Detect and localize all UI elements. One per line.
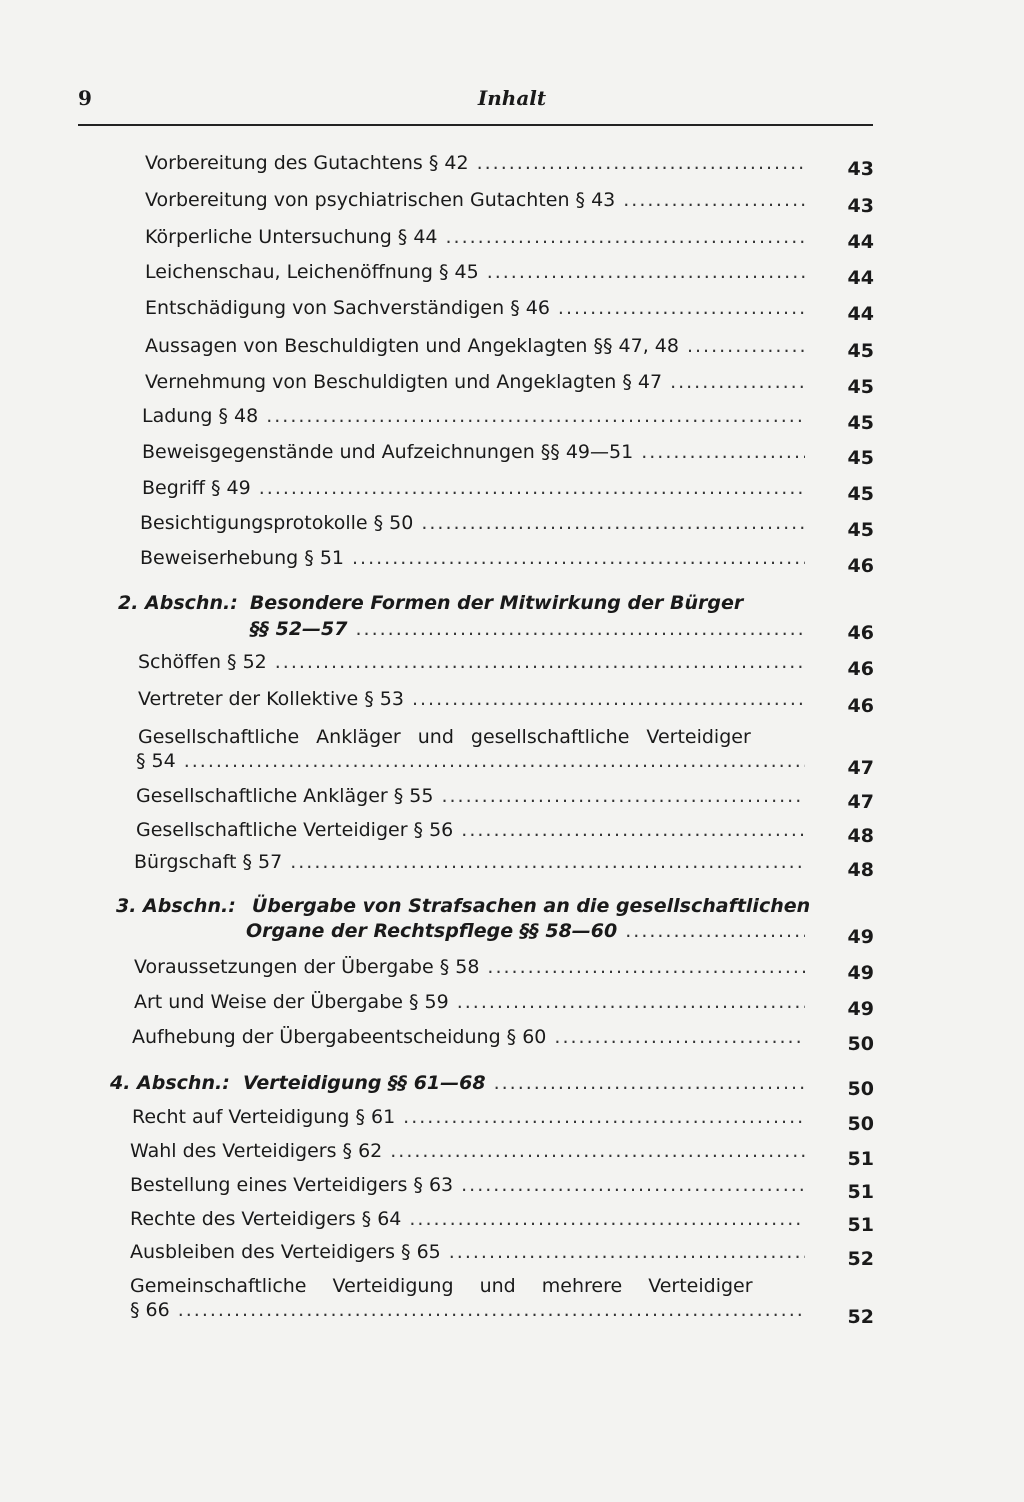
toc-page-number: 46 bbox=[847, 695, 874, 717]
toc-page-number: 46 bbox=[847, 658, 874, 680]
toc-page-number: 47 bbox=[847, 791, 874, 813]
toc-entry: Vernehmung von Beschuldigten und Angeklagten § 47 ..... bbox=[145, 371, 805, 393]
toc-page-number: 44 bbox=[847, 303, 874, 325]
toc-entry: Gesellschaftliche Ankläger § 55 ..... bbox=[136, 785, 805, 807]
toc-page-number: 45 bbox=[847, 376, 874, 398]
toc-page-number: 46 bbox=[847, 622, 874, 644]
toc-page-number: 45 bbox=[847, 483, 874, 505]
toc-entry: Recht auf Verteidigung § 61 ..... bbox=[132, 1106, 805, 1128]
section-heading bbox=[118, 592, 806, 614]
toc-entry: Bürgschaft § 57 ..... bbox=[134, 851, 805, 873]
toc-page-number: 51 bbox=[847, 1148, 874, 1170]
toc-page-number: 50 bbox=[847, 1033, 874, 1055]
toc-entry: Aussagen von Beschuldigten und Angeklagten §§ 47, 48 ..... bbox=[145, 335, 805, 357]
toc-entry-continuation: § 54 ..... bbox=[136, 750, 805, 772]
toc-page-number: 46 bbox=[847, 555, 874, 577]
toc-entry: Bestellung eines Verteidigers § 63 ..... bbox=[130, 1174, 805, 1196]
toc-entry: Besichtigungsprotokolle § 50 ..... bbox=[140, 512, 805, 534]
toc-entry: Ladung § 48 ..... bbox=[142, 405, 805, 427]
toc-page-number: 43 bbox=[847, 195, 874, 217]
toc-entry: Entschädigung von Sachverständigen § 46 ..... bbox=[145, 297, 805, 319]
section-label: 4. Abschn.: bbox=[110, 1072, 230, 1094]
toc-entry: Beweiserhebung § 51 ..... bbox=[140, 547, 805, 569]
toc-entry: Körperliche Untersuchung § 44 ..... bbox=[145, 226, 805, 248]
toc-page-number: 50 bbox=[847, 1078, 874, 1100]
toc-entry: Beweisgegenstände und Aufzeichnungen §§ 49—51 ..... bbox=[142, 441, 805, 463]
toc-page-number: 48 bbox=[847, 825, 874, 847]
section-heading bbox=[110, 1072, 805, 1094]
toc-page-number: 48 bbox=[847, 859, 874, 881]
toc-page-number: 50 bbox=[847, 1113, 874, 1135]
toc-page-number: 51 bbox=[847, 1181, 874, 1203]
section-heading bbox=[116, 895, 811, 917]
toc-page-number: 45 bbox=[847, 340, 874, 362]
toc-entry: Vertreter der Kollektive § 53 ..... bbox=[138, 688, 805, 710]
section-title: Verteidigung §§ 61—68 bbox=[243, 1072, 486, 1094]
toc-page-number: 51 bbox=[847, 1214, 874, 1236]
toc-page-number: 44 bbox=[847, 231, 874, 253]
toc-page-number: 49 bbox=[847, 926, 874, 948]
toc-entry: Ausbleiben des Verteidigers § 65 ..... bbox=[130, 1241, 805, 1263]
toc-entry: Leichenschau, Leichenöffnung § 45 ..... bbox=[145, 261, 805, 283]
toc-page-number: 44 bbox=[847, 267, 874, 289]
toc-entry-continuation: § 66 ..... bbox=[130, 1299, 805, 1321]
toc-entry: Gesellschaftliche Verteidiger § 56 ..... bbox=[136, 819, 805, 841]
toc-entry-multiline: Gesellschaftliche Ankläger und gesellschaftliche Verteidiger bbox=[138, 726, 751, 748]
section-label: 2. Abschn.: bbox=[118, 592, 238, 614]
toc-page-number: 52 bbox=[847, 1306, 874, 1328]
toc-page-number: 45 bbox=[847, 447, 874, 469]
section-title: Übergabe von Strafsachen an die gesellschaftlichen bbox=[251, 895, 811, 917]
toc-entry: Voraussetzungen der Übergabe § 58 ..... bbox=[134, 956, 805, 978]
toc-page-number: 52 bbox=[847, 1248, 874, 1270]
toc-page-number: 49 bbox=[847, 998, 874, 1020]
section-title: Besondere Formen der Mitwirkung der Bürger bbox=[249, 592, 744, 614]
toc-page-number: 49 bbox=[847, 962, 874, 984]
toc-entry-multiline: Gemeinschaftliche Verteidigung und mehrere Verteidiger bbox=[130, 1275, 753, 1297]
toc-entry: Vorbereitung des Gutachtens § 42 ..... bbox=[145, 152, 805, 174]
toc-entry: Begriff § 49 ..... bbox=[142, 477, 805, 499]
toc-entry: Aufhebung der Übergabeentscheidung § 60 ..... bbox=[132, 1026, 805, 1048]
section-title-continuation: Organe der Rechtspflege §§ 58—60 ..... bbox=[246, 920, 805, 942]
section-label: 3. Abschn.: bbox=[116, 895, 236, 917]
section-title-continuation: §§ 52—57 ..... bbox=[250, 618, 805, 640]
toc-page-number: 45 bbox=[847, 412, 874, 434]
page-number: 9 bbox=[78, 86, 92, 110]
toc-entry: Art und Weise der Übergabe § 59 ..... bbox=[134, 991, 805, 1013]
page-header-title: Inhalt bbox=[477, 86, 547, 110]
toc-entry: Wahl des Verteidigers § 62 ..... bbox=[130, 1140, 805, 1162]
toc-page-number: 47 bbox=[847, 757, 874, 779]
toc-entry: Schöffen § 52 ..... bbox=[138, 651, 805, 673]
toc-page-number: 45 bbox=[847, 519, 874, 541]
toc-page-number: 43 bbox=[847, 158, 874, 180]
toc-entry: Vorbereitung von psychiatrischen Gutachten § 43 ..... bbox=[145, 189, 805, 211]
toc-entry: Rechte des Verteidigers § 64 ..... bbox=[130, 1208, 805, 1230]
